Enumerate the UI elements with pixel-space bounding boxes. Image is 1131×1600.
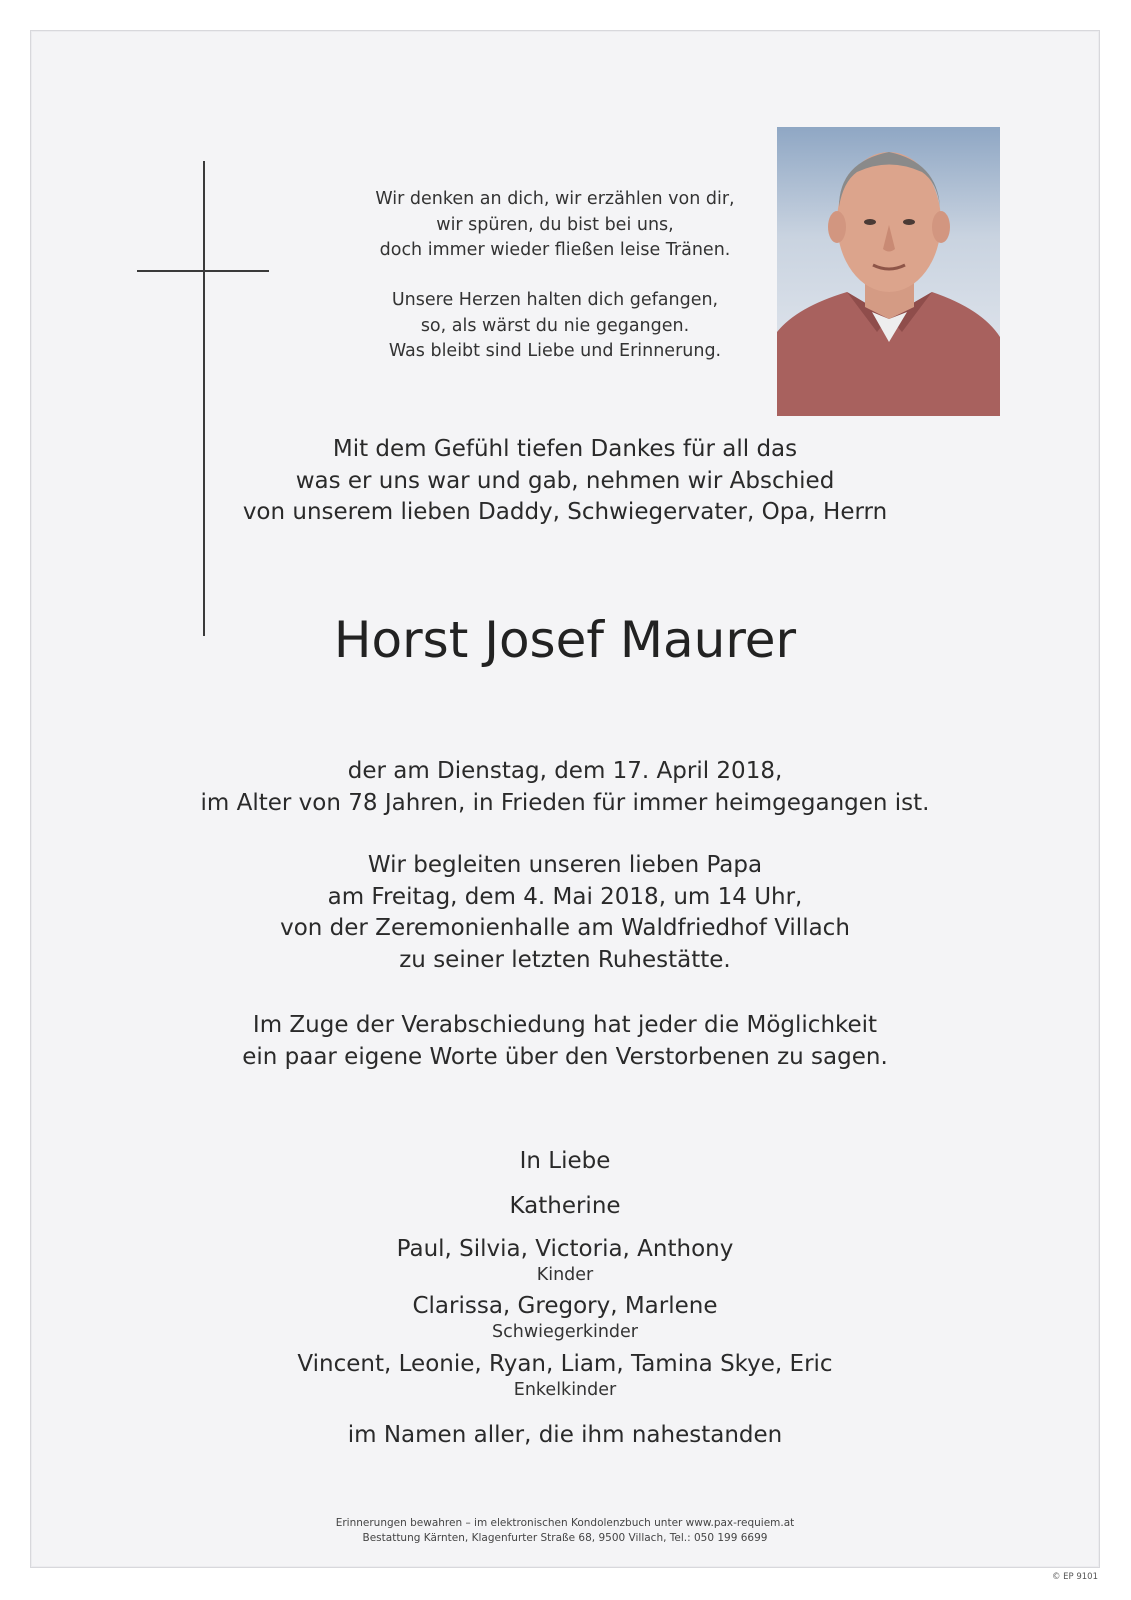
intro-text (130, 434, 1000, 529)
cross-icon-horizontal (137, 270, 269, 272)
poem-line: doch immer wieder fließen leise Tränen. (379, 240, 731, 260)
closing-line: im Namen aller, die ihm nahestanden (347, 1422, 783, 1448)
intro-line: was er uns war und gab, nehmen wir Abschied (295, 467, 835, 494)
funeral-info-line: Wir begleiten unseren lieben Papa (367, 852, 763, 878)
widow-name: Katherine (509, 1193, 621, 1219)
poem-line: Wir denken an dich, wir erzählen von dir, (375, 189, 735, 209)
children-names: Paul, Silvia, Victoria, Anthony (396, 1236, 734, 1262)
poem-line: wir spüren, du bist bei uns, (436, 214, 674, 235)
funeral-info-line: zu seiner letzten Ruhestätte. (399, 946, 731, 973)
farewell-note-line: ein paar eigene Worte über den Verstorbenen zu sagen. (242, 1043, 888, 1070)
poem-stanza-1 (330, 187, 780, 264)
poem-line: so, als wärst du nie gegangen. (420, 315, 690, 336)
funeral-info (100, 850, 1030, 976)
cross-icon-vertical (203, 161, 205, 636)
form-code: © EP 9101 (1051, 1572, 1098, 1582)
children-in-law-names: Clarissa, Gregory, Marlene (412, 1293, 718, 1319)
death-notice (100, 756, 1030, 819)
poem-line: Unsere Herzen halten dich gefangen, (391, 290, 719, 310)
funeral-info-line: am Freitag, dem 4. Mai 2018, um 14 Uhr, (327, 883, 803, 910)
in-love-label: In Liebe (519, 1148, 611, 1174)
deceased-name: Horst Josef Maurer (333, 611, 797, 669)
poem-line: Was bleibt sind Liebe und Erinnerung. (388, 341, 722, 361)
footer-line: Bestattung Kärnten, Klagenfurter Straße 68, 9500 Villach, Tel.: 050 199 6699 (362, 1532, 768, 1544)
farewell-note (100, 1010, 1030, 1073)
farewell-note-line: Im Zuge der Verabschiedung hat jeder die Möglichkeit (252, 1012, 878, 1038)
funeral-info-line: von der Zeremonienhalle am Waldfriedhof Villach (280, 915, 850, 941)
death-notice-line: im Alter von 78 Jahren, in Frieden für immer heimgegangen ist. (200, 789, 930, 816)
footer (200, 1516, 930, 1546)
poem-stanza-2 (330, 288, 780, 365)
footer-line: Erinnerungen bewahren – im elektronischen Kondolenzbuch unter www.pax-requiem.at (335, 1517, 795, 1529)
portrait-illustration (777, 127, 1000, 416)
children-in-law-label: Schwiegerkinder (492, 1322, 638, 1342)
grandchildren-names: Vincent, Leonie, Ryan, Liam, Tamina Skye, Eric (297, 1351, 833, 1377)
intro-line: von unserem lieben Daddy, Schwiegervater, Opa, Herrn (242, 499, 888, 525)
grandchildren-label: Enkelkinder (513, 1380, 617, 1400)
portrait-photo (777, 127, 1000, 416)
children-label: Kinder (536, 1265, 594, 1285)
intro-line: Mit dem Gefühl tiefen Dankes für all das (332, 436, 798, 462)
death-notice-line: der am Dienstag, dem 17. April 2018, (347, 758, 783, 784)
